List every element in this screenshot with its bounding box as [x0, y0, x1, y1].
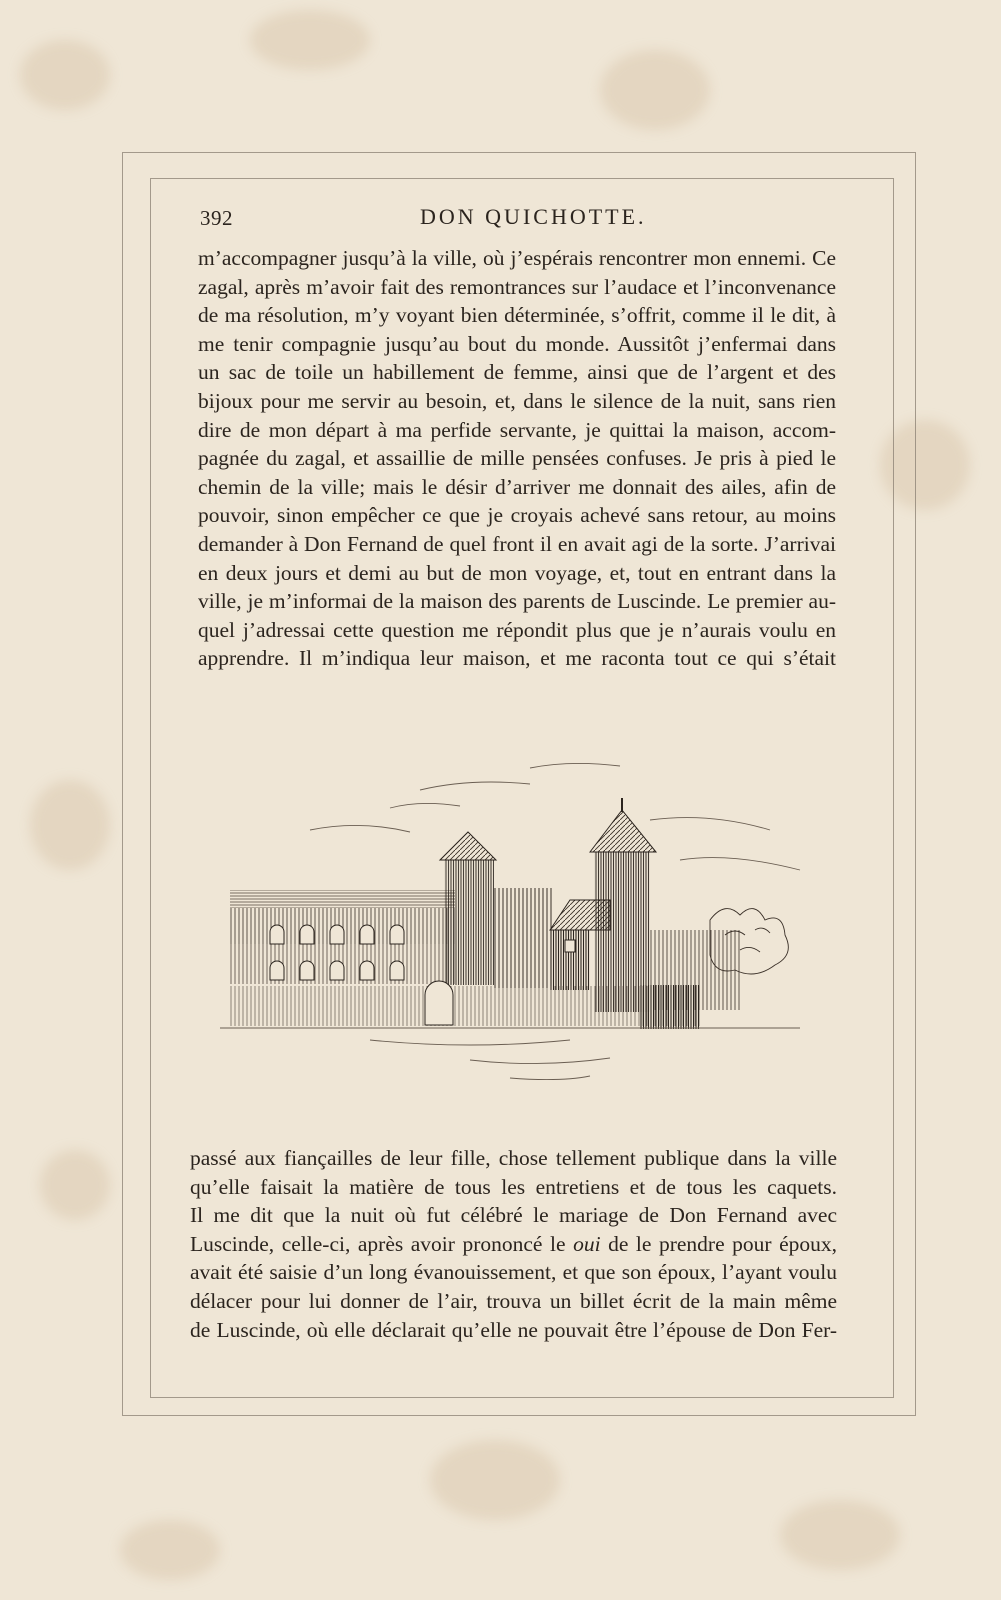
- text-line: pouvoir, sinon empêcher ce que je croyais achevé sans retour, au moins: [198, 503, 836, 528]
- text-line: passé aux fiançailles de leur fille, chose tellement publique dans la ville: [190, 1146, 837, 1170]
- text-line: demander à Don Fernand de quel front il en avait agi de la sorte. J’arrivai: [198, 531, 836, 556]
- text-line: m’accompagner jusqu’à la ville, où j’espérais rencontrer mon ennemi. Ce: [198, 246, 836, 270]
- running-title: DON QUICHOTTE.: [420, 204, 647, 229]
- text-line: ville, je m’informai de la maison des parents de Luscinde. Le premier au-: [198, 589, 836, 614]
- text-line: délacer pour lui donner de l’air, trouva un billet écrit de la main même: [190, 1288, 837, 1313]
- text-line: Luscinde, celle-ci, après avoir prononcé le oui de le prendre pour époux,: [190, 1231, 838, 1256]
- text-line: dire de mon départ à ma perfide servante, je quittai la maison, accom-: [198, 417, 836, 442]
- text-line: Il me dit que la nuit où fut célébré le mariage de Don Fernand avec: [190, 1203, 837, 1228]
- body-text-bottom: [190, 1144, 837, 1344]
- text-line: me tenir compagnie jusqu’au bout du monde. Aussitôt j’enfermai dans: [198, 331, 836, 356]
- text-line: qu’elle faisait la matière de tous les entretiens et de tous les caquets.: [190, 1174, 837, 1199]
- text-line: bijoux pour me servir au besoin, et, dans le silence de la nuit, sans rien: [198, 388, 836, 413]
- page-header: [200, 204, 840, 234]
- text-line: de ma résolution, m’y voyant bien déterminée, s’offrit, comme il le dit, à: [198, 303, 836, 328]
- page-number: 392: [200, 206, 233, 230]
- text-line: un sac de toile un habillement de femme, ainsi que de l’argent et des: [198, 360, 836, 385]
- emphasized-word: oui: [573, 1231, 601, 1256]
- text-line: avait été saisie d’un long évanouissement, et que son époux, l’ayant voulu: [190, 1260, 837, 1285]
- text-line: apprendre. Il m’indiqua leur maison, et me raconta tout ce qui s’était: [198, 646, 836, 671]
- text-line: quel j’adressai cette question me répondit plus que je n’aurais voulu en: [198, 617, 836, 642]
- body-text-top: [198, 244, 836, 673]
- text-line: en deux jours et demi au but de mon voyage, et, tout en entrant dans la: [198, 560, 836, 585]
- text-line: pagnée du zagal, et assaillie de mille pensées confuses. Je pris à pied le: [198, 446, 836, 471]
- engraving-illustration: [210, 760, 810, 1090]
- text-line: de Luscinde, où elle déclarait qu’elle ne pouvait être l’épouse de Don Fer-: [190, 1317, 837, 1342]
- text-line: chemin de la ville; mais le désir d’arriver me donnait des ailes, afin de: [198, 474, 836, 499]
- text-line: zagal, après m’avoir fait des remontrances sur l’audace et l’inconvenance: [198, 274, 836, 299]
